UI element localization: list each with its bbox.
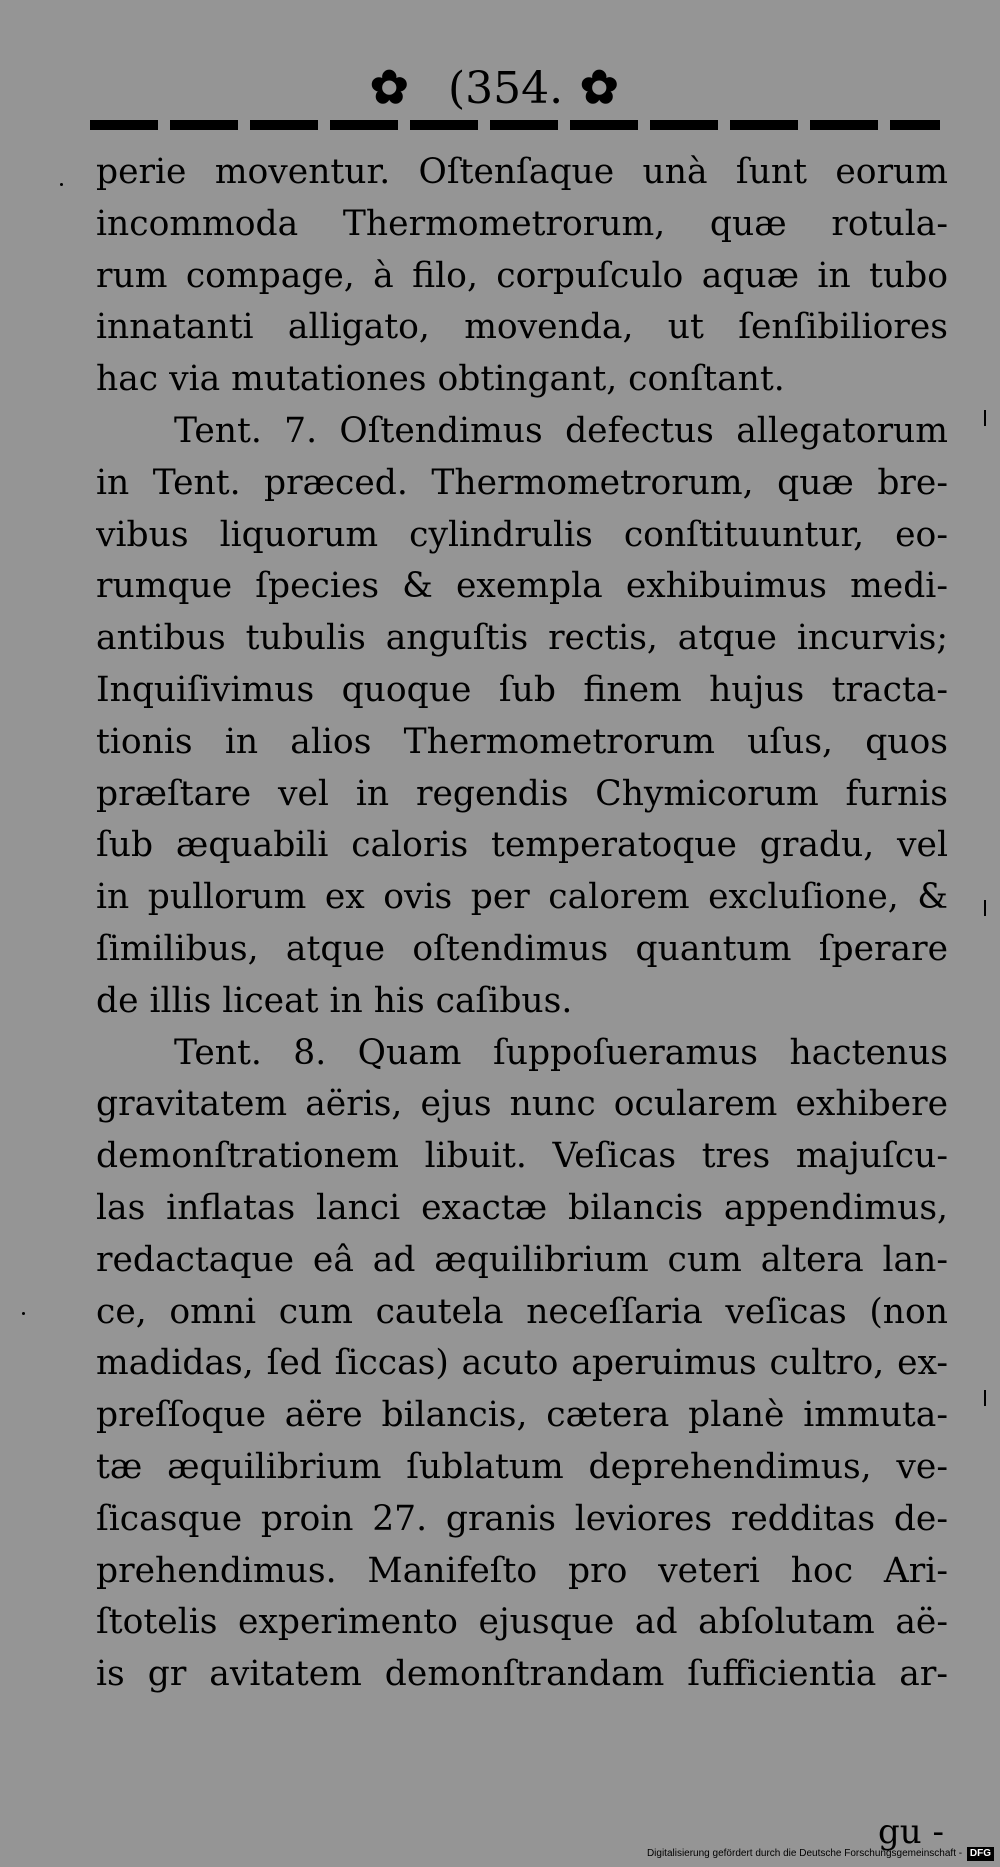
text-line: is gr avitatem demonſtrandam ſufficientia ar- — [96, 1654, 948, 1695]
text-line: Inquiſivimus quoque ſub finem hujus tracta- — [96, 669, 948, 710]
text-line: gravitatem aëris, ejus nunc ocularem exhibere — [96, 1084, 948, 1125]
scan-mark — [984, 1390, 986, 1406]
catchword: gu - — [878, 1812, 944, 1852]
text-line: ſtotelis experimento ejusque ad abſolutam aë- — [96, 1602, 948, 1643]
scan-mark — [984, 410, 986, 426]
body-text — [96, 147, 948, 1701]
text-line: rumque ſpecies & exempla exhibuimus medi- — [96, 566, 948, 607]
text-line: preſſoque aëre bilancis, cætera planè immuta- — [96, 1395, 948, 1436]
text-line: præſtare vel in regendis Chymicorum furnis — [96, 773, 948, 814]
text-line: in Tent. præced. Thermometrorum, quæ bre- — [96, 462, 948, 503]
text-line: redactaque eâ ad æquilibrium cum altera lan- — [96, 1239, 948, 1280]
page-number: (354. — [448, 63, 564, 114]
text-line: incommoda Thermometrorum, quæ rotula- — [96, 203, 948, 244]
page-header — [0, 50, 1000, 120]
text-line: rum compage, à filo, corpuſculo aquæ in tubo — [96, 255, 948, 296]
text-line: hac via mutationes obtingant, conſtant. — [96, 359, 785, 400]
text-line: prehendimus. Manifeſto pro veteri hoc Ari- — [96, 1550, 948, 1591]
text-line: Tent. 8. Quam ſuppoſueramus hactenus — [174, 1032, 948, 1073]
text-line: ſub æquabili caloris temperatoque gradu, vel — [96, 825, 948, 866]
text-line: las inflatas lanci exactæ bilancis appendimus, — [96, 1187, 948, 1228]
text-line: demonſtrationem libuit. Veſicas tres majuſcu- — [96, 1136, 948, 1177]
scan-speck — [60, 183, 63, 186]
right-ornament-icon: ✿ — [580, 60, 619, 114]
scan-speck — [22, 1312, 25, 1315]
text-line: madidas, ſed ſiccas) acuto aperuimus cultro, ex- — [96, 1343, 948, 1384]
text-line: in pullorum ex ovis per calorem excluſione, & — [96, 877, 948, 918]
text-line: de illis liceat in his caſibus. — [96, 980, 573, 1021]
text-line: perie moventur. Oſtenſaque unà ſunt eorum — [96, 152, 948, 192]
text-line: tionis in alios Thermometrorum uſus, quos — [96, 721, 948, 762]
digitization-footer — [647, 1847, 994, 1861]
text-line: tæ æquilibrium ſublatum deprehendimus, ve- — [96, 1446, 948, 1487]
header-rule — [90, 120, 940, 130]
text-line: vibus liquorum cylindrulis conſtituuntur, eo- — [96, 514, 948, 555]
text-line: innatanti alligato, movenda, ut ſenſibiliores — [96, 307, 948, 348]
text-line: Tent. 7. Oſtendimus defectus allegatorum — [174, 410, 948, 451]
left-ornament-icon: ✿ — [370, 60, 409, 114]
text-line: ce, omni cum cautela neceſſaria veſicas (non — [96, 1291, 948, 1332]
footer-text: Digitalisierung gefördert durch die Deutsche Forschungsgemeinschaft - — [646, 1848, 963, 1859]
text-line: ſimilibus, atque oſtendimus quantum ſperare — [96, 928, 948, 969]
text-line: ſicasque proin 27. granis leviores redditas de- — [96, 1498, 948, 1539]
dfg-logo: DFG — [967, 1847, 994, 1861]
scan-mark — [984, 900, 986, 916]
text-line: antibus tubulis anguſtis rectis, atque incurvis; — [96, 618, 948, 659]
